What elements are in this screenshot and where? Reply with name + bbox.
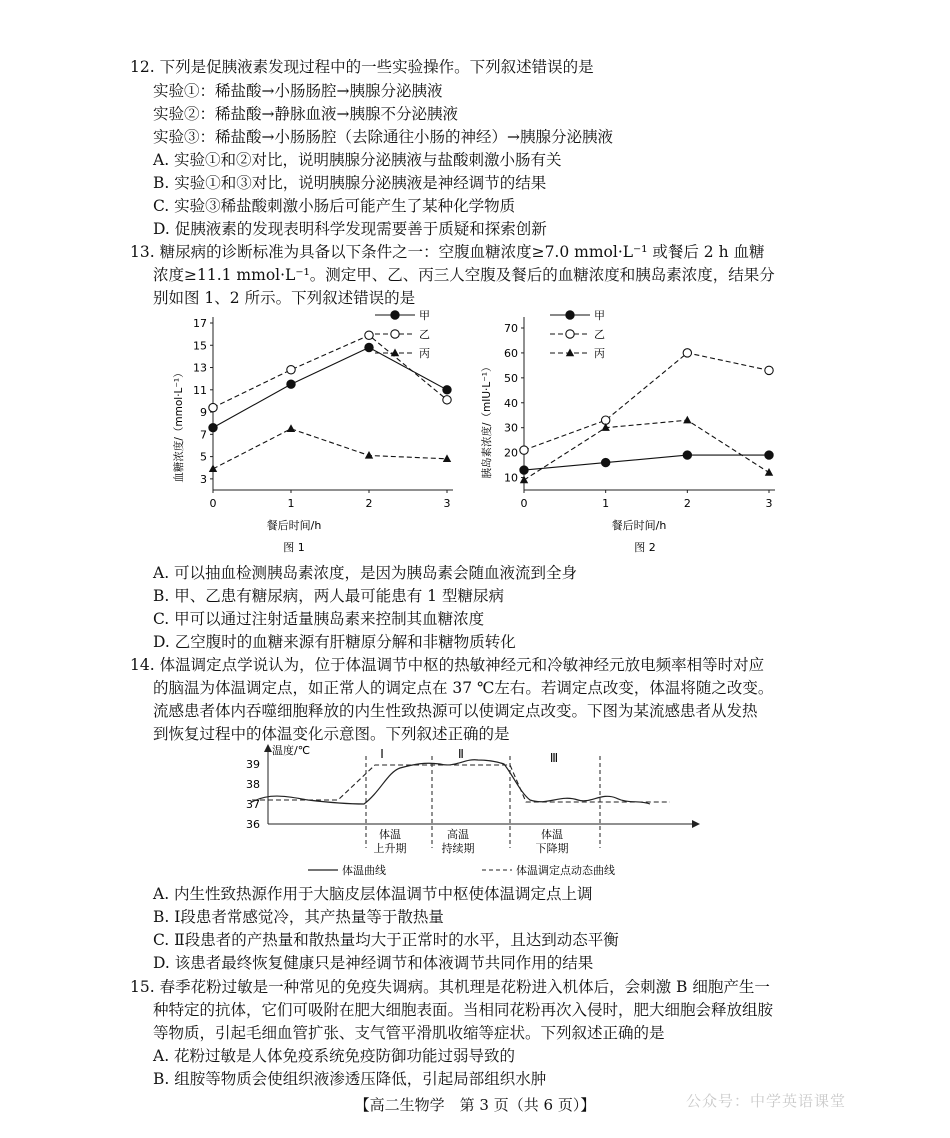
- body-temperature-curve: [252, 760, 650, 804]
- fig1-point-丙: [209, 464, 217, 472]
- q12-stem: 12. 下列是促胰液素发现过程中的一些实验操作。下列叙述错误的是: [130, 58, 594, 76]
- fig2-y-tick-label: 70: [504, 321, 518, 335]
- fig2-y-tick-label: 10: [504, 471, 518, 485]
- fig2-point-乙: [601, 416, 609, 424]
- fig1-xlabel: 餐后时间/h: [266, 519, 322, 532]
- figure-1-blood-glucose-chart: [160, 305, 480, 563]
- fig1-point-丙: [287, 424, 295, 432]
- q14-stem-1: 14. 体温调定点学说认为，位于体温调节中枢的热敏神经元和冷敏神经元放电频率相等时对应: [130, 656, 765, 674]
- fig2-series-line-甲: [524, 455, 769, 470]
- fig1-point-甲: [209, 423, 217, 431]
- legend-set-point: 体温调定点动态曲线: [516, 864, 615, 877]
- fig2-point-乙: [683, 349, 691, 357]
- fig3-y-tick-label: 37: [246, 798, 260, 811]
- fig1-point-丙: [365, 451, 373, 459]
- q14-option-c: C. Ⅱ段患者的产热量和散热量均大于正常时的水平，且达到动态平衡: [153, 931, 619, 949]
- phase-2-label-1: 高温: [447, 828, 469, 841]
- fig2-legend-label-甲: 甲: [594, 309, 605, 322]
- fig3-x-arrow: [692, 820, 700, 828]
- fig1-legend-label-甲: 甲: [419, 309, 430, 322]
- fig2-point-甲: [683, 451, 691, 459]
- fig2-y-tick-label: 60: [504, 346, 518, 360]
- q12-option-a: A. 实验①和②对比，说明胰腺分泌胰液与盐酸刺激小肠有关: [153, 151, 562, 169]
- fig1-title: 图 1: [283, 541, 305, 554]
- fig1-series-line-乙: [213, 335, 447, 407]
- q12-option-c: C. 实验③稀盐酸刺激小肠后可能产生了某种化学物质: [153, 197, 516, 215]
- fig2-y-tick-label: 50: [504, 371, 518, 385]
- q14-stem-2: 的脑温为体温调定点，如正常人的调定点在 37 ℃左右。若调定点改变，体温将随之改变。: [153, 679, 774, 697]
- q13-option-a: A. 可以抽血检测胰岛素浓度，是因为胰岛素会随血液流到全身: [153, 564, 578, 582]
- fig1-legend-marker-丙: [391, 349, 399, 357]
- fig1-legend-label-丙: 丙: [419, 347, 430, 360]
- q13-option-b: B. 甲、乙患有糖尿病，两人最可能患有 1 型糖尿病: [153, 587, 504, 605]
- q13-option-d: D. 乙空腹时的血糖来源有肝糖原分解和非糖物质转化: [153, 633, 516, 651]
- fig2-legend-marker-丙: [566, 349, 574, 357]
- fig1-point-乙: [443, 396, 451, 404]
- legend-body-temp: 体温曲线: [342, 864, 386, 877]
- fig2-x-tick-label: 1: [602, 497, 610, 510]
- fig2-point-丙: [765, 468, 773, 476]
- q14-stem-3: 流感患者体内吞噬细胞释放的内生性致热源可以使调定点改变。下图为某流感患者从发热: [153, 702, 758, 720]
- fig2-x-tick-label: 2: [683, 497, 691, 510]
- fig1-x-tick-label: 3: [443, 497, 451, 510]
- fig1-y-tick-label: 11: [193, 383, 207, 397]
- phase-1-label-2: 上升期: [373, 842, 407, 855]
- q15-option-b: B. 组胺等物质会使组织液渗透压降低，引起局部组织水肿: [153, 1070, 547, 1088]
- phase-1-label-1: 体温: [379, 828, 401, 841]
- fig1-legend-marker-甲: [391, 311, 399, 319]
- fig2-point-乙: [520, 446, 528, 454]
- fig1-y-tick-label: 9: [200, 406, 207, 420]
- q12-exp1: 实验①：稀盐酸→小肠肠腔→胰腺分泌胰液: [153, 82, 443, 100]
- q12-option-b: B. 实验①和③对比，说明胰腺分泌胰液是神经调节的结果: [153, 174, 547, 192]
- fig1-legend-label-乙: 乙: [419, 328, 430, 341]
- phase-2-roman: Ⅱ: [458, 747, 464, 761]
- fig2-point-甲: [765, 451, 773, 459]
- q13-option-c: C. 甲可以通过注射适量胰岛素来控制其血糖浓度: [153, 610, 485, 628]
- phase-3-label-2: 下降期: [535, 842, 569, 855]
- q12-exp2: 实验②：稀盐酸→静脉血液→胰腺不分泌胰液: [153, 105, 458, 123]
- figure-2-insulin-chart: [475, 305, 795, 563]
- fig3-y-arrow: [264, 744, 272, 752]
- q15-option-a: A. 花粉过敏是人体免疫系统免疫防御功能过弱导致的: [153, 1047, 516, 1065]
- fig1-point-乙: [209, 403, 217, 411]
- q13-stem-3: 别如图 1、2 所示。下列叙述错误的是: [153, 289, 416, 307]
- fig1-y-tick-label: 7: [200, 428, 207, 442]
- body-temperature-chart: [230, 742, 710, 882]
- fig1-x-tick-label: 2: [365, 497, 373, 510]
- q14-option-b: B. Ⅰ段患者常感觉冷，其产热量等于散热量: [153, 908, 444, 926]
- fig2-point-乙: [765, 366, 773, 374]
- fig3-ylabel: 温度/℃: [272, 744, 311, 757]
- fig2-legend-marker-乙: [566, 330, 574, 338]
- fig3-y-tick-label: 39: [246, 758, 260, 771]
- q12-exp3: 实验③：稀盐酸→小肠肠腔（去除通往小肠的神经）→胰腺分泌胰液: [153, 128, 613, 146]
- watermark: 公众号：中学英语课堂: [686, 1092, 847, 1110]
- fig1-point-甲: [443, 386, 451, 394]
- fig2-legend-label-乙: 乙: [594, 328, 605, 341]
- fig2-title: 图 2: [634, 541, 656, 554]
- fig1-point-丙: [443, 454, 451, 462]
- fig2-point-丙: [683, 416, 691, 424]
- fig1-x-tick-label: 0: [209, 497, 217, 510]
- q13-stem-2: 浓度≥11.1 mmol·L⁻¹。测定甲、乙、丙三人空腹及餐后的血糖浓度和胰岛素浓度，结果分: [153, 266, 775, 284]
- page-footer: 【高二生物学 第 3 页（共 6 页）】: [354, 1096, 596, 1114]
- fig2-legend-label-丙: 丙: [594, 347, 605, 360]
- fig2-y-tick-label: 20: [504, 446, 518, 460]
- phase-3-roman: Ⅲ: [549, 751, 559, 765]
- fig3-y-tick-label: 38: [246, 778, 260, 791]
- q14-stem-4: 到恢复过程中的体温变化示意图。下列叙述正确的是: [153, 725, 510, 743]
- fig1-ylabel: 血糖浓度/（mmol·L⁻¹）: [173, 367, 185, 483]
- fig2-y-tick-label: 40: [504, 396, 518, 410]
- fig2-ylabel: 胰岛素浓度/（mIU·L⁻¹）: [481, 361, 493, 479]
- fig2-x-tick-label: 3: [765, 497, 773, 510]
- fig1-point-乙: [365, 331, 373, 339]
- fig2-xlabel: 餐后时间/h: [611, 519, 667, 532]
- fig1-point-甲: [287, 380, 295, 388]
- q15-stem-3: 等物质，引起毛细血管扩张、支气管平滑肌收缩等症状。下列叙述正确的是: [153, 1024, 665, 1042]
- fig2-y-tick-label: 30: [504, 421, 518, 435]
- fig2-series-line-丙: [524, 420, 769, 480]
- fig1-x-tick-label: 1: [287, 497, 295, 510]
- fig1-series-line-丙: [213, 429, 447, 469]
- fig1-legend-marker-乙: [391, 330, 399, 338]
- fig2-point-甲: [520, 466, 528, 474]
- fig1-y-tick-label: 5: [200, 450, 207, 464]
- q15-stem-1: 15. 春季花粉过敏是一种常见的免疫失调病。其机理是花粉进入机体后，会刺激 B 细胞产生一: [130, 978, 770, 996]
- fig1-y-tick-label: 17: [193, 317, 207, 330]
- fig1-y-tick-label: 15: [193, 339, 207, 353]
- phase-3-label-1: 体温: [541, 828, 563, 841]
- fig2-series-line-乙: [524, 353, 769, 450]
- q14-option-a: A. 内生性致热源作用于大脑皮层体温调节中枢使体温调定点上调: [153, 885, 593, 903]
- fig2-point-丙: [520, 476, 528, 484]
- fig1-y-tick-label: 3: [200, 472, 207, 486]
- phase-2-label-2: 持续期: [441, 842, 475, 855]
- fig2-x-tick-label: 0: [520, 497, 528, 510]
- fig3-y-tick-label: 36: [246, 818, 260, 831]
- fig1-y-tick-label: 13: [193, 361, 207, 375]
- fig2-point-甲: [601, 458, 609, 466]
- q15-stem-2: 种特定的抗体，它们可吸附在肥大细胞表面。当相同花粉再次入侵时，肥大细胞会释放组胺: [153, 1001, 774, 1019]
- fig2-legend-marker-甲: [566, 311, 574, 319]
- q12-option-d: D. 促胰液素的发现表明科学发现需要善于质疑和探索创新: [153, 220, 547, 238]
- fig1-series-line-甲: [213, 347, 447, 427]
- phase-1-roman: Ⅰ: [380, 747, 384, 761]
- fig1-point-乙: [287, 366, 295, 374]
- q13-stem-1: 13. 糖尿病的诊断标准为具备以下条件之一：空腹血糖浓度≥7.0 mmol·L⁻¹ 或餐后 2 h 血糖: [130, 243, 765, 261]
- q14-option-d: D. 该患者最终恢复健康只是神经调节和体液调节共同作用的结果: [153, 954, 594, 972]
- fig1-point-甲: [365, 343, 373, 351]
